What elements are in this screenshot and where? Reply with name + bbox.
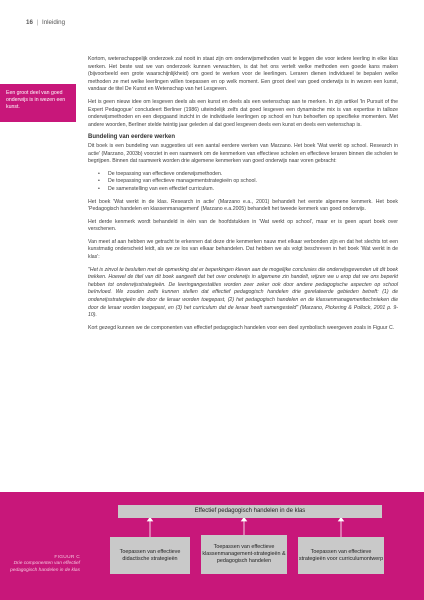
diagram-box-classroom-management: Toepassen van effectieve klassenmanagement-strategieën & pedagogisch handelen <box>201 535 287 574</box>
paragraph-7: Kort gezegd kunnen we de componenten van effectief pedagogisch handelen voor een deel symbolisch weergeven zoals in Figuur C. <box>88 324 395 331</box>
list-item: • De toepassing van effectieve managementstrategieën op school. <box>108 178 398 186</box>
paragraph-6: Van meet af aan hebben we getracht te erkennen dat deze drie kenmerken nauw met elkaar verbonden zijn en dat het slechts tot een kunstmatig onderscheid leidt, als we ze los van elkaar behandelen. Dat hebben we als volgt beschreven in het boek 'Wat werkt in de klas': <box>88 238 398 261</box>
bullet-list <box>88 171 398 194</box>
diagram-top-box: Effectief pedagogisch handelen in de klas <box>118 505 382 518</box>
callout-text: Een groot deel van goed onderwijs is in wezen een kunst. <box>6 90 66 111</box>
page-header <box>26 19 65 26</box>
list-item: • De samenstelling van een effectief curriculum. <box>108 186 398 194</box>
paragraph-2: Het is geen nieuw idee om lesgeven deels als een kunst en deels als een wetenschap aan te merken. In zijn artikel 'In Pursuit of the Expert Pedagogue' concludeert Berliner (1986) uiteindelijk zelfs dat goed lesgeven een dynamische mix is van expertise in talloze onderwijsmethoden en een diepgaand inzicht in de individuele leerlingen op school en hun behoeften op specifieke momenten. Met andere woorden, Berliner stelde twintig jaar geleden al dat goed lesgeven deels een kunst en deels een wetenschap is. <box>88 98 398 128</box>
paragraph-3: Dit boek is een bundeling van suggesties uit een aantal eerdere werken van Marzano. Het boek 'Wat werkt op school. Research in actie' (Marzano, 2003b) voorziet in een raamwerk om de kenmerken van effectieve scholen en effectieve leraren binnen die scholen te begrijpen. Binnen dat raamwerk worden drie algemene kenmerken van goed onderwijs naar voren gebracht: <box>88 142 398 165</box>
diagram-box-didactic: Toepassen van effectieve didactische strategieën <box>110 537 190 574</box>
block-quote: "Het is zinvol te besluiten met de opmerking dat er beperkingen kleven aan de mogelijke conclusies die onderwijsgevenden uit dit boek trekken. Hoewel de titel van dit boek aangeeft dat het over onderwijs in algemene zin handelt, wijzen we u erop dat we ons beperkt hebben tot onderwijsstrategieën. De leeringangestalties worden zeer zeker ook door andere pedagogische aspecten op school beïnvloed. We zouden zelfs kunnen stellen dat effectief pedagogisch handelen drie gerelateerde gebieden betreft: (1) de onderwijsstrategieën die door de leraar worden toegepast, (2) het pedagogisch handelen en de klassenmanagementtechnieken die door de leraar worden toegepast, en (3) het curriculum dat de leraar heeft samengesteld" (Marzano, Pickering & Pollock, 2001 p. 9-10). <box>88 266 398 319</box>
page-number: 16 <box>26 19 33 26</box>
figure-caption <box>0 555 80 574</box>
figure-label: FIGUUR C <box>54 555 80 560</box>
callout-divider <box>0 118 76 119</box>
paragraph-4: Het boek 'Wat werkt in de klas. Research in actie' (Marzano e.a., 2001) behandelt het eerste algemene kenmerk. Het boek 'Pedagogisch handelen en klassenmanagement' (Marzano e.a.2005) behandelt het tweede kenmerk van goed onderwijs. <box>88 198 398 213</box>
paragraph-5: Het derde kenmerk wordt behandeld in één van de hoofdstukken in 'Wat werkt op school', maar er is geen apart boek over verschenen. <box>88 218 398 233</box>
diagram-box-curriculum: Toepassen van effectieve strategieën voor curriculumontwerp <box>298 537 384 574</box>
paragraph-1: Kortom, wetenschappelijk onderzoek zal nooit in staat zijn om onderwijsmethoden vast te leggen die voor iedere leerling in elke klas werken. Het beste wat we van onderzoek kunnen verwachten, is dat het ons vertelt welke methoden een goede kans maken (bijvoorbeeld een grote waarschijnlijkheid) om goed te werken voor de leerlingen. Leraren dienen individueel te bepalen welke methoden ze met welke leerlingen willen toepassen en op welk moment. Een groot deel van goed onderwijs is in wezen een kunst, vandaar de titel De Kunst en Wetenschap van het Lesgeven. <box>88 56 398 93</box>
callout-box <box>0 84 76 122</box>
main-content <box>88 56 398 337</box>
header-separator: | <box>36 19 39 26</box>
section-title: Inleiding <box>41 19 66 26</box>
list-item: • De toepassing van effectieve onderwijsmethoden. <box>108 171 398 179</box>
section-heading: Bundeling van eerdere werken <box>88 134 176 141</box>
figure-caption-text: Drie componenten van effectief pedagogisch handelen in de klas <box>10 561 80 573</box>
